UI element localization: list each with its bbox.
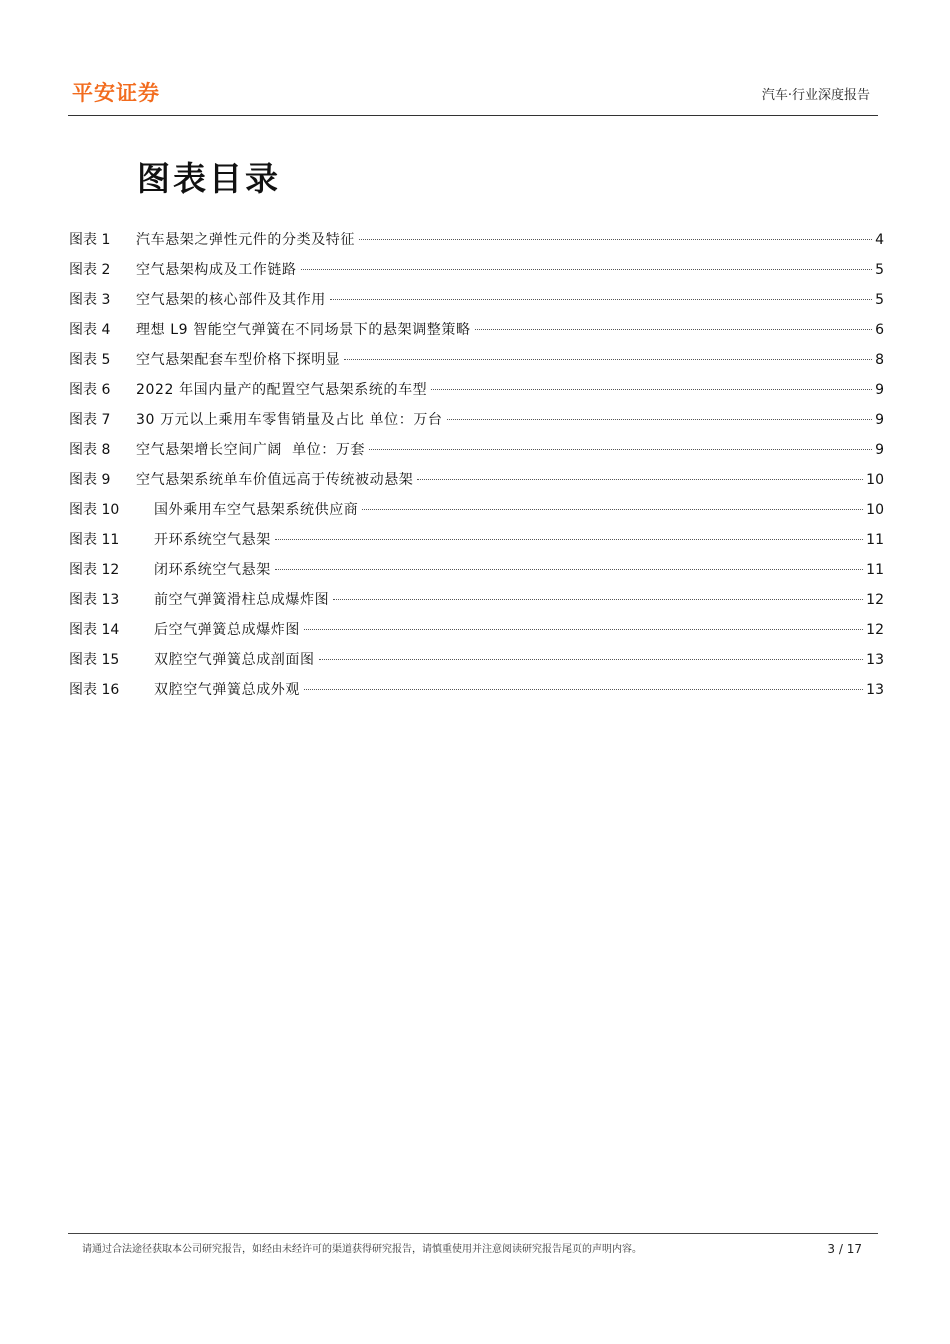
toc-leader [369, 449, 872, 450]
toc-entry-14[interactable] [69, 619, 884, 649]
toc-page-number: 10 [866, 472, 884, 488]
toc-leader [319, 659, 864, 660]
toc-label: 图表 16 [69, 682, 120, 698]
toc-label: 图表 13 [69, 592, 120, 608]
toc-title: 国外乘用车空气悬架系统供应商 [154, 502, 359, 518]
table-of-figures [69, 229, 884, 709]
toc-page-number: 9 [875, 442, 884, 458]
toc-title: 开环系统空气悬架 [154, 532, 271, 548]
toc-label: 图表 12 [69, 562, 120, 578]
toc-leader [359, 239, 872, 240]
header-divider [68, 115, 878, 116]
toc-page-number: 8 [875, 352, 884, 368]
toc-page-number: 13 [866, 652, 884, 668]
toc-page-number: 4 [875, 232, 884, 248]
footer-disclaimer: 请通过合法途径获取本公司研究报告，如经由未经许可的渠道获得研究报告，请慎重使用并注意阅读研究报告尾页的声明内容。 [82, 1244, 642, 1255]
toc-entry-3[interactable] [69, 289, 884, 319]
toc-label: 图表 15 [69, 652, 120, 668]
toc-label: 图表 10 [69, 502, 120, 518]
toc-leader [330, 299, 872, 300]
toc-label: 图表 1 [69, 232, 111, 248]
toc-leader [417, 479, 863, 480]
toc-label: 图表 7 [69, 412, 111, 428]
toc-leader [275, 539, 863, 540]
toc-title: 空气悬架配套车型价格下探明显 [136, 352, 341, 368]
footer-divider [68, 1233, 878, 1234]
toc-title: 2022 年国内量产的配置空气悬架系统的车型 [136, 382, 428, 398]
toc-entry-10[interactable] [69, 499, 884, 529]
toc-entry-6[interactable] [69, 379, 884, 409]
toc-title: 前空气弹簧滑柱总成爆炸图 [154, 592, 330, 608]
toc-label: 图表 8 [69, 442, 111, 458]
toc-title: 闭环系统空气悬架 [154, 562, 271, 578]
toc-leader [344, 359, 872, 360]
toc-entry-16[interactable] [69, 679, 884, 709]
toc-page-number: 13 [866, 682, 884, 698]
toc-page-number: 12 [866, 592, 884, 608]
toc-title: 30 万元以上乘用车零售销量及占比 单位：万台 [136, 412, 443, 428]
toc-title: 汽车悬架之弹性元件的分类及特征 [136, 232, 355, 248]
toc-entry-12[interactable] [69, 559, 884, 589]
toc-label: 图表 4 [69, 322, 111, 338]
toc-page-number: 9 [875, 412, 884, 428]
toc-entry-7[interactable] [69, 409, 884, 439]
toc-entry-13[interactable] [69, 589, 884, 619]
toc-leader [304, 689, 863, 690]
toc-label: 图表 14 [69, 622, 120, 638]
toc-title: 空气悬架的核心部件及其作用 [136, 292, 326, 308]
toc-leader [275, 569, 863, 570]
toc-page-number: 5 [875, 262, 884, 278]
toc-title: 空气悬架系统单车价值远高于传统被动悬架 [136, 472, 414, 488]
toc-page-number: 11 [866, 562, 884, 578]
toc-leader [362, 509, 863, 510]
toc-page-number: 11 [866, 532, 884, 548]
toc-entry-5[interactable] [69, 349, 884, 379]
toc-title: 双腔空气弹簧总成剖面图 [154, 652, 315, 668]
toc-page-number: 9 [875, 382, 884, 398]
toc-label: 图表 3 [69, 292, 111, 308]
report-category: 汽车·行业深度报告 [761, 88, 870, 103]
toc-page-number: 12 [866, 622, 884, 638]
toc-label: 图表 5 [69, 352, 111, 368]
toc-entry-8[interactable] [69, 439, 884, 469]
toc-label: 图表 11 [69, 532, 120, 548]
toc-title: 空气悬架构成及工作链路 [136, 262, 297, 278]
toc-title: 后空气弹簧总成爆炸图 [154, 622, 300, 638]
toc-entry-4[interactable] [69, 319, 884, 349]
toc-leader [333, 599, 863, 600]
toc-entry-2[interactable] [69, 259, 884, 289]
toc-title: 双腔空气弹簧总成外观 [154, 682, 300, 698]
toc-entry-15[interactable] [69, 649, 884, 679]
toc-label: 图表 9 [69, 472, 111, 488]
page-title: 图表目录 [137, 159, 281, 198]
toc-page-number: 5 [875, 292, 884, 308]
toc-leader [304, 629, 863, 630]
toc-leader [301, 269, 872, 270]
toc-entry-9[interactable] [69, 469, 884, 499]
toc-leader [475, 329, 872, 330]
toc-leader [447, 419, 873, 420]
toc-leader [431, 389, 872, 390]
brand-logo: 平安证券 [72, 81, 160, 105]
toc-entry-1[interactable] [69, 229, 884, 259]
toc-title: 空气悬架增长空间广阔 单位：万套 [136, 442, 366, 458]
toc-label: 图表 2 [69, 262, 111, 278]
page-number: 3 / 17 [827, 1242, 862, 1256]
toc-page-number: 10 [866, 502, 884, 518]
toc-title: 理想 L9 智能空气弹簧在不同场景下的悬架调整策略 [136, 322, 471, 338]
toc-page-number: 6 [875, 322, 884, 338]
toc-label: 图表 6 [69, 382, 111, 398]
toc-entry-11[interactable] [69, 529, 884, 559]
